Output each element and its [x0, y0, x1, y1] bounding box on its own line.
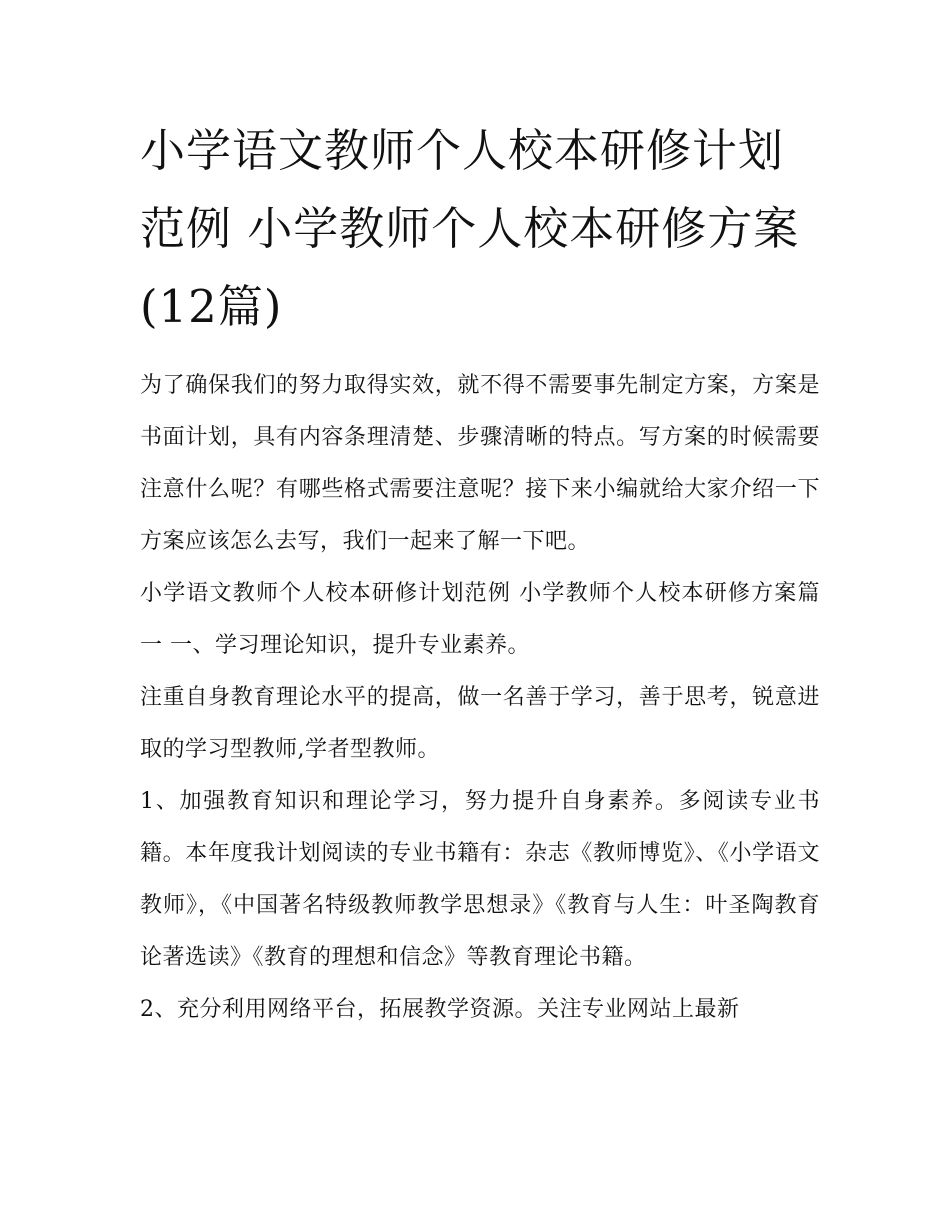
list-item-1: 1、加强教育知识和理论学习，努力提升自身素养。多阅读专业书籍。本年度我计划阅读的专业书籍有：杂志《教师博览》、《小学语文教师》，《中国著名特级教师教学思想录》《教育与人生：叶圣陶教育论著选读》《教育的理想和信念》等教育理论书籍。 [140, 789, 820, 970]
body-paragraph: 注重自身教育理论水平的提高，做一名善于学习，善于思考，锐意进取的学习型教师,学者型教师。 [140, 685, 820, 762]
section-heading-paragraph: 小学语文教师个人校本研修计划范例 小学教师个人校本研修方案篇一 一、学习理论知识，提升专业素养。 [140, 581, 820, 658]
document-page [140, 112, 820, 1036]
document-title: 小学语文教师个人校本研修计划范例 小学教师个人校本研修方案(12篇) [140, 124, 800, 333]
list-item-2: 2、充分利用网络平台，拓展教学资源。关注专业网站上最新 [140, 997, 740, 1022]
intro-paragraph: 为了确保我们的努力取得实效，就不得不需要事先制定方案，方案是书面计划，具有内容条理清楚、步骤清晰的特点。写方案的时候需要注意什么呢？有哪些格式需要注意呢？接下来小编就给大家介绍一下方案应该怎么去写，我们一起来了解一下吧。 [140, 373, 820, 554]
